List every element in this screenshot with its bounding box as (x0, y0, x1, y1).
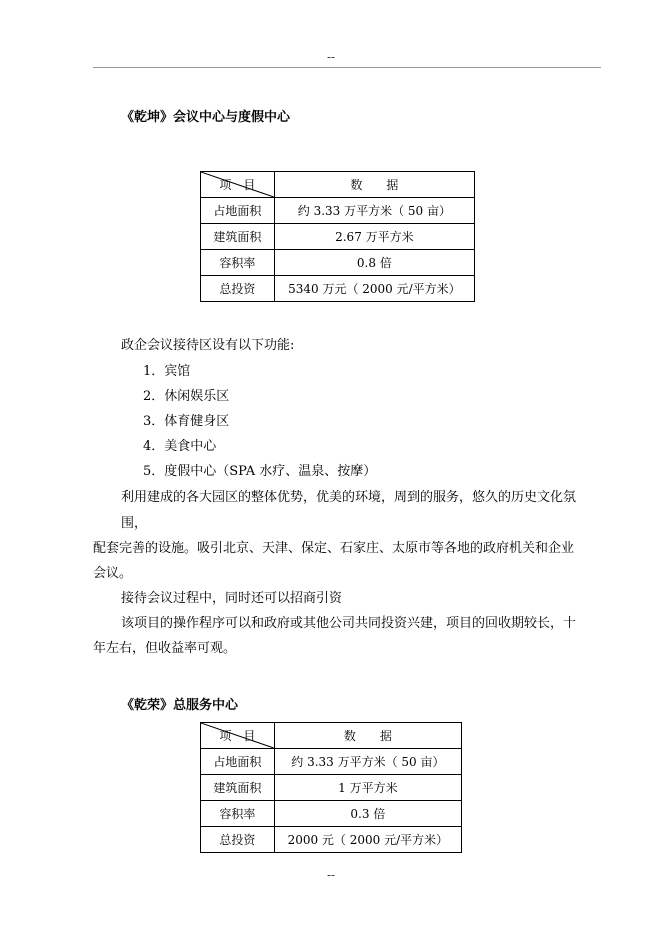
table-row (201, 775, 462, 801)
table-header-row (201, 172, 475, 198)
table-cell-label: 容积率 (201, 250, 275, 276)
table-cell-value: 0.3 倍 (274, 801, 461, 827)
table-cell-value: 5340 万元（ 2000 元/平方米） (274, 276, 474, 302)
paragraph-line: 配套完善的设施。吸引北京、天津、保定、石家庄、太原市等各地的政府机关和企业 (93, 541, 575, 556)
table-row (201, 198, 475, 224)
table-cell-value: 2.67 万平方米 (274, 224, 474, 250)
footer-mark: -- (326, 868, 336, 882)
paragraph-line: 接待会议过程中，同时还可以招商引资 (121, 591, 343, 606)
table-cell-value: 约 3.33 万平方米（ 50 亩） (274, 749, 461, 775)
list-item: 4．美食中心 (143, 439, 217, 454)
table-header-row (201, 723, 462, 749)
table-cell-value: 0.8 倍 (274, 250, 474, 276)
section2-table (200, 722, 462, 853)
list-item: 3．体育健身区 (143, 414, 230, 429)
table-header-cell: 数 据 (274, 172, 474, 198)
section2-title: 《乾荣》总服务中心 (121, 698, 239, 713)
header-rule (93, 67, 601, 68)
list-item: 1．宾馆 (143, 364, 191, 379)
table-row (201, 827, 462, 853)
table-cell-label: 容积率 (201, 801, 275, 827)
paragraph-line: 利用建成的各大园区的整体优势，优美的环境，周到的服务，悠久的历史文化氛 (121, 490, 577, 505)
table-row (201, 801, 462, 827)
table-row (201, 749, 462, 775)
paragraph-line: 围， (121, 516, 148, 531)
table-row (201, 276, 475, 302)
table-cell-label: 总投资 (201, 827, 275, 853)
table-row (201, 250, 475, 276)
header-mark: -- (326, 50, 336, 64)
table-cell-value: 1 万平方米 (274, 775, 461, 801)
table-cell-label: 占地面积 (201, 749, 275, 775)
table-cell-value: 2000 元（ 2000 元/平方米） (274, 827, 461, 853)
intro-text: 政企会议接待区设有以下功能: (121, 338, 295, 353)
paragraph-line: 该项目的操作程序可以和政府或其他公司共同投资兴建，项目的回收期较长，十 (121, 616, 577, 631)
table-cell-label: 建筑面积 (201, 224, 275, 250)
table-header-cell: 项 目 (201, 172, 275, 198)
table-cell-label: 总投资 (201, 276, 275, 302)
list-item: 2．休闲娱乐区 (143, 389, 230, 404)
list-item: 5．度假中心（SPA 水疗、温泉、按摩） (143, 464, 377, 479)
paragraph-line: 会议。 (93, 566, 133, 581)
table-cell-label: 占地面积 (201, 198, 275, 224)
section1-table (200, 171, 475, 302)
table-header-cell: 数 据 (274, 723, 461, 749)
paragraph-line: 年左右，但收益率可观。 (93, 641, 237, 656)
table-cell-label: 建筑面积 (201, 775, 275, 801)
table-cell-value: 约 3.33 万平方米（ 50 亩） (274, 198, 474, 224)
section1-title: 《乾坤》会议中心与度假中心 (121, 110, 291, 125)
table-header-cell: 项 目 (201, 723, 275, 749)
table-row (201, 224, 475, 250)
